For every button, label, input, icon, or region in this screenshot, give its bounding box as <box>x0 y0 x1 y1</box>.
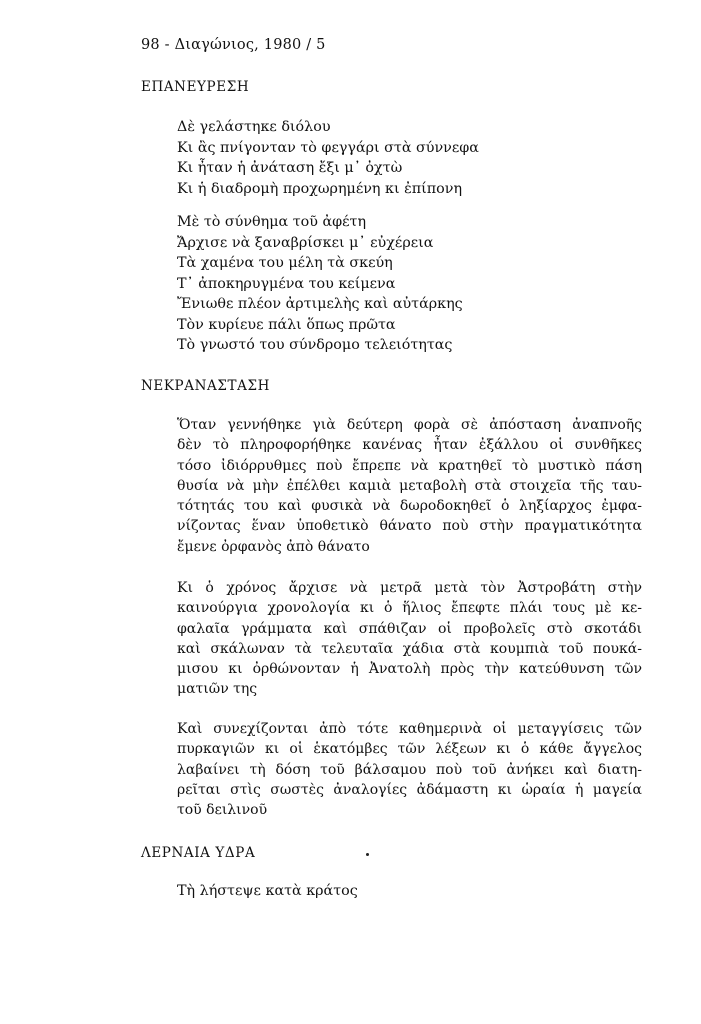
poem-line: Κι ἡ διαδρομὴ προχωρημένη κι ἐπίπονη <box>177 180 463 197</box>
prose-paragraph-2 <box>177 578 642 700</box>
prose-line: ρεῖται στὶς σωστὲς ἀναλογίες ἀδάμαστη κι ὡραία ἡ μαγεία <box>177 781 642 798</box>
prose-line: τοῦ δειλινοῦ <box>177 802 268 819</box>
poem-stanza-3 <box>177 881 358 902</box>
section-title-epaneuresi: ΕΠΑΝΕΥΡΕΣΗ <box>141 79 250 95</box>
poem-stanza-1 <box>177 117 479 199</box>
prose-line: Καὶ συνεχίζονται ἀπὸ τότε καθημερινὰ οἱ μεταγγίσεις τῶν <box>177 721 642 737</box>
prose-line: ματιῶν της <box>177 681 258 698</box>
running-header: 98 - Διαγώνιος, 1980 / 5 <box>141 37 326 53</box>
ink-dot <box>366 853 369 856</box>
poem-line: Ἄρχισε νὰ ξαναβρίσκει μ᾽ εὐχέρεια <box>177 234 434 251</box>
poem-line: Τ᾽ ἀποκηρυγμένα του κείμενα <box>177 275 396 292</box>
poem-line: Τὸ γνωστό του σύνδρομο τελειότητας <box>177 337 453 353</box>
prose-line: θυσία νὰ μὴν ἐπέλθει καμιὰ μεταβολὴ στὰ στοιχεῖα τῆς ταυ- <box>177 477 642 494</box>
prose-line: ἔμενε ὀρφανὸς ἀπὸ θάνατο <box>177 538 370 555</box>
prose-line: δὲν τὸ πληροφορήθηκε κανένας ἦταν ἐξάλλου οἱ συνθῆκες <box>177 437 642 454</box>
poem-line: Τὸν κυρίευε πάλι ὅπως πρῶτα <box>177 316 396 333</box>
poem-line: Ἔνιωθε πλέον ἀρτιμελὴς καὶ αὐτάρκης <box>177 296 463 312</box>
section-title-nekranastasi: ΝΕΚΡΑΝΑΣΤΑΣΗ <box>141 378 270 394</box>
prose-line: λαβαίνει τὴ δόση τοῦ βάλσαμου ποὺ τοῦ ἀνήκει καὶ διατη- <box>177 761 642 778</box>
prose-paragraph-3 <box>177 719 642 820</box>
prose-line: Ὅταν γεννήθηκε γιὰ δεύτερη φορὰ σὲ ἀπόσταση ἀναπνοῆς <box>177 417 642 433</box>
poem-line: Δὲ γελάστηκε διόλου <box>177 119 331 135</box>
prose-line: τόσο ἰδιόρρυθμες ποὺ ἔπρεπε νὰ κρατηθεῖ τὸ μυστικὸ πάση <box>177 457 642 474</box>
prose-line: νίζοντας ἕναν ὑποθετικὸ θάνατο ποὺ στὴν πραγματικότητα <box>177 518 642 535</box>
poem-stanza-2 <box>177 212 463 356</box>
prose-line: καὶ σκάλωναν τὰ τελευταῖα χάδια στὰ κουμπιὰ τοῦ πουκά- <box>177 640 642 657</box>
prose-paragraph-1 <box>177 415 642 557</box>
prose-line: μισου κι ὀρθώνονταν ἡ Ἀνατολὴ πρὸς τὴν κατεύθυνση τῶν <box>177 661 642 678</box>
poem-line: Κι ἂς πνίγονταν τὸ φεγγάρι στὰ σύννεφα <box>177 139 479 156</box>
poem-line: Μὲ τὸ σύνθημα τοῦ ἀφέτη <box>177 214 367 230</box>
poem-line: Τὰ χαμένα του μέλη τὰ σκεύη <box>177 255 393 271</box>
poem-line: Τὴ λήστεψε κατὰ κράτος <box>177 883 358 899</box>
poem-line: Κι ἦταν ἡ ἀνάταση ἔξι μ᾽ ὀχτὼ <box>177 160 403 176</box>
prose-line: φαλαῖα γράμματα καὶ σπάθιζαν οἱ προβολεῖς στὸ σκοτάδι <box>177 620 642 637</box>
section-title-lernaia-ydra: ΛΕΡΝΑΙΑ ΥΔΡΑ <box>141 845 256 861</box>
prose-line: Κι ὁ χρόνος ἄρχισε νὰ μετρᾶ μετὰ τὸν Ἀστροβάτη στὴν <box>177 580 642 596</box>
prose-line: καινούργια χρονολογία κι ὁ ἥλιος ἔπεφτε πλάι τους μὲ κε- <box>177 600 642 617</box>
prose-line: τότητάς του καὶ φυσικὰ νὰ δωροδοκηθεῖ ὁ ληξίαρχος ἐμφα- <box>177 498 642 515</box>
prose-line: πυρκαγιῶν κι οἱ ἑκατόμβες τῶν λέξεων κι ὁ κάθε ἄγγελος <box>177 741 642 758</box>
